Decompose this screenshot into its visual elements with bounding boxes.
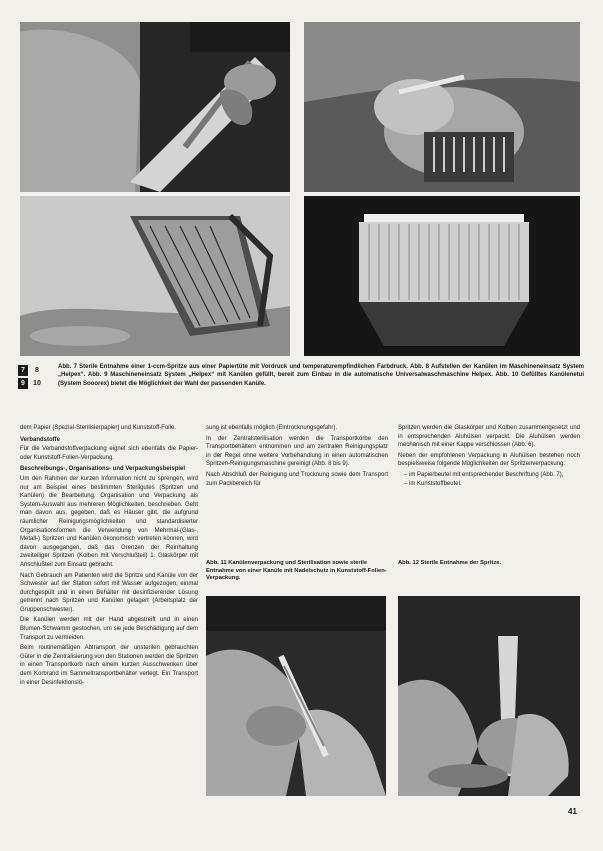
section-heading: Beschreibungs-, Organisations- und Verpackungsbeispiel — [20, 466, 186, 473]
text-column-1 — [20, 424, 198, 689]
paragraph: Neben der empfohlenen Verpackung in Aluhülsen bestehen noch bespielsweise folgende Möglichkeiten der Spritzenverpackung: — [398, 452, 580, 468]
list-item: – im Papierbeutel mit entsprechender Beschriftung (Abb. 7), — [404, 471, 580, 480]
fig12-caption: Abb. 12 Sterile Entnahme der Spritze. — [398, 560, 502, 566]
photo-fig12 — [398, 596, 580, 796]
figure-label-7: 7 — [18, 365, 28, 376]
photo-fig7 — [20, 22, 290, 192]
list-item: – im Kunststoffbeutel. — [404, 480, 580, 489]
figure-label-10: 10 — [33, 380, 41, 387]
paragraph: sung ist ebenfalls möglich (Eintrocknungsgefahr). — [206, 425, 338, 431]
figure-number-grid — [18, 365, 58, 393]
photo-fig9 — [20, 196, 290, 356]
main-figure-caption: Abb. 7 Sterile Entnahme einer 1-ccm-Spritze aus einer Papiertüte mit Vordruck und temperaturempfindlichen Farbdruck. Abb. 8 Aufstellen der Kanülen im Maschineneinsatz System „Helpex“. Abb. 9 Maschineneinsatz System „Helpex“ mit Kanülen gefüllt, bereit zum Einbau in die automatische Universalwaschmaschine Helpex. Abb. 10 Gefülltes Kanülenetui (System Sooorex) bietet die Möglichkeit der Wahl der passenden Kanüle. — [58, 364, 584, 387]
photo-fig8 — [304, 22, 580, 192]
page-number: 41 — [568, 807, 577, 816]
photo-fig10 — [304, 196, 580, 356]
paragraph: Für die Verbandstoffverpackung eignet sich ebenfalls die Papier- oder Kunststoff-Folien-Verpackung. — [20, 446, 198, 461]
paragraph: Nach Gebrauch am Patienten wird die Spritze und Kanüle von der Schwester auf der Station sofort mit Wasser aufgezogen, einmal durchgespült und in einen Behälter mit desinfizierender Lösung getrennt nach Spritzen und Kanülen gelagert (Arbeitsplatz der Gruppenschwester). — [20, 572, 198, 613]
figure-caption-block — [18, 363, 584, 401]
section-heading: Verbandstoffe — [20, 436, 61, 443]
figure-label-8: 8 — [35, 367, 39, 374]
paragraph: dem Papier (Spezial-Sterilisierpapier) und Kunststoff-Folie. — [20, 425, 176, 431]
paragraph: Um den Rahmen der kurzen Information nicht zu sprengen, wird nur am Beispiel eines bestimmten Sterilgutes (Spritzen und Kanülen) die Bearbeitung, Organisation und Verpackung als System-Auswahl aus mehreren Möglichkeiten, beschrieben. Geht man davon aus, gegeben, daß es Häuser gibt, die aufgrund räumlicher Reinigungsmöglichkeiten und standardisierter Organisationsformen die Verwendung von Mehrmal-(Glas-, Metall-) Spritzen und Kanülen ökonomisch vertreten können, wird davon ausgegangen, daß das Grenzen der Reinhaltung zweiteiliger Spritzen (Kolben mit Verschlußteil) 1. Glaskörper mit Anschlußteil zum Einsatz gebracht. — [20, 475, 198, 568]
paragraph: Beim routinemäßigen Abtransport der unsterilen gebrauchten Güter in die Zentralisierung von den Stationen werden die Spritzen in einen Transportkorb nach einem kurzen Ausschwenken über dem Korbrand im Sammeltransportbehälter verlegt. Ein Transport in einer Desinfektionslö- — [20, 645, 198, 686]
fig11-caption: Abb. 11 Kanülenverpackung und Sterilisation sowie sterile Entnahme von einer Kanüle mit Nadelschutz in Kunststoff-Folien-Verpackung. — [206, 560, 387, 582]
text-column-3 — [398, 424, 580, 488]
photo-fig11 — [206, 596, 386, 796]
bullet-list — [398, 471, 580, 488]
paragraph: Spritzen werden die Glaskörper und Kolben zusammengesetzt und in entsprechenden Aluhülsen verpackt. Die Aluhülsen werden mechanisch mit einer Kappe verschlossen (Abb. 6). — [398, 425, 580, 449]
paragraph: Die Kanülen werden mit der Hand abgestreift und in einen Blumen-Schwamm gestochen, um sie jede Beschädigung auf dem Transport zu vermeiden. — [20, 617, 198, 641]
text-column-2 — [206, 424, 388, 490]
paragraph: In der Zentralsterilisation werden die Transportkörbe den Transportbehältern entnommen und am zentralen Reinigungsplatz in der Regel ohne weitere Vorbehandlung in einen automatischen Spritzen-Reinigungsmaschine gereinigt (Abb. 8 bis 9). — [206, 435, 388, 468]
paragraph: Nach Abschluß der Reinigung und Trocknung sowie dem Transport zum Packbereich für — [206, 471, 388, 487]
figure-label-9: 9 — [18, 378, 28, 389]
